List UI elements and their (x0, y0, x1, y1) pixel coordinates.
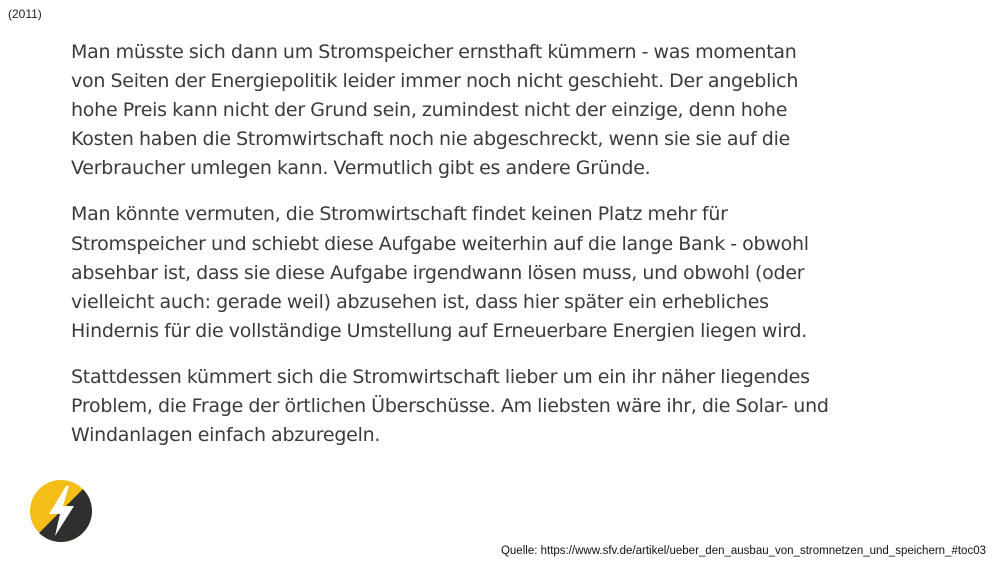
text-line: absehbar ist, dass sie diese Aufgabe irgendwann lösen muss, und obwohl (oder (71, 261, 805, 284)
paragraph-2 (71, 200, 971, 345)
text-line: Man könnte vermuten, die Stromwirtschaft findet keinen Platz mehr für (71, 203, 728, 226)
text-line: Stromspeicher und schiebt diese Aufgabe weiterhin auf die lange Bank - obwohl (71, 232, 809, 255)
lightning-bolt-icon (30, 480, 92, 542)
source-citation: Quelle: https://www.sfv.de/artikel/ueber_den_ausbau_von_stromnetzen_und_speichern_#toc03 (500, 545, 986, 557)
text-line: Man müsste sich dann um Stromspeicher ernsthaft kümmern - was momentan (71, 41, 797, 63)
text-line: Hindernis für die vollständige Umstellung auf Erneuerbare Energien liegen wird. (71, 319, 808, 342)
text-line: Windanlagen einfach abzuregeln. (71, 424, 381, 447)
text-line: Stattdessen kümmert sich die Stromwirtschaft lieber um ein ihr näher liegendes (71, 365, 810, 388)
text-line: vielleicht auch: gerade weil) abzusehen ist, dass hier später ein erhebliches (71, 290, 769, 313)
paragraph-1 (71, 38, 971, 183)
paragraph-3 (71, 363, 971, 450)
text-line: Problem, die Frage der örtlichen Überschüsse. Am liebsten wäre ihr, die Solar- und (71, 395, 829, 418)
text-line: von Seiten der Energiepolitik leider immer noch nicht geschieht. Der angeblich (71, 70, 799, 93)
logo-graphic (30, 480, 92, 542)
article-body (71, 38, 971, 467)
text-line: Verbraucher umlegen kann. Vermutlich gibt es andere Gründe. (71, 157, 651, 180)
text-line: hohe Preis kann nicht der Grund sein, zumindest nicht der einzige, denn hohe (71, 99, 788, 122)
year-label: (2011) (8, 7, 42, 21)
text-line: Kosten haben die Stromwirtschaft noch nie abgeschreckt, wenn sie sie auf die (71, 128, 791, 151)
